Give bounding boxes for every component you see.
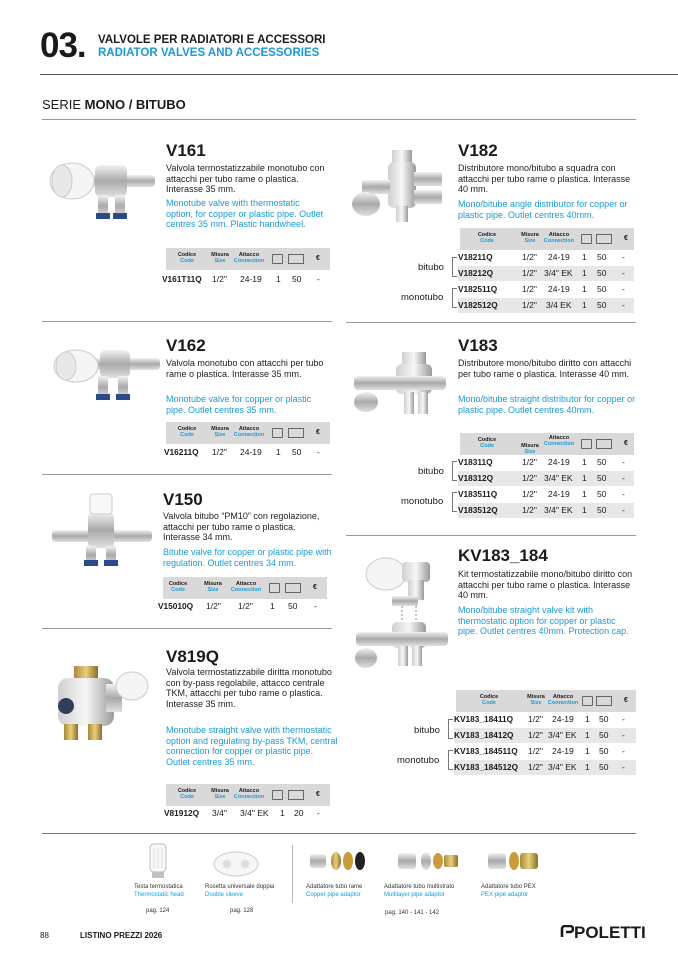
table-row: V183512Q 1/2" 3/4" EK 1 50 - bbox=[458, 503, 634, 518]
copper-pipe-adaptor-image bbox=[308, 848, 368, 874]
table-row: V182511Q 1/2" 24-19 1 50 - bbox=[458, 284, 625, 294]
table-row: V18311Q 1/2" 24-19 1 50 - bbox=[458, 457, 625, 467]
v819q-valve-image bbox=[44, 662, 149, 747]
box-icon bbox=[272, 790, 283, 800]
product-code-v150: V150 bbox=[163, 490, 203, 509]
accessory-label: Adattatore tubo multistrato Multilayer pipe adaptor bbox=[384, 884, 455, 898]
carton-icon bbox=[285, 583, 301, 593]
section-divider bbox=[42, 628, 332, 629]
chapter-title-en: RADIATOR VALVES AND ACCESSORIES bbox=[98, 47, 320, 59]
thermostatic-head-image bbox=[146, 842, 170, 880]
product-desc-it-v819q: Valvola termostatizzabile diritta monotubo con by-pass regolabile, attacco centrale TKM, attacchi per tubo rame o plastica. Interasse 35 mm. bbox=[166, 667, 332, 709]
table-row: V161T11Q 1/2" 24-19 1 50 - bbox=[162, 274, 320, 284]
accessory-separator bbox=[292, 845, 293, 903]
table-header: Codice Code Attacco Connection Misura Size € bbox=[460, 433, 634, 455]
table-row: V182512Q 1/2" 3/4 EK 1 50 - bbox=[458, 298, 634, 313]
chapter-number: 03. bbox=[40, 26, 86, 65]
double-sleeve-image bbox=[212, 848, 260, 878]
poletti-logo-icon bbox=[560, 925, 574, 939]
group-label-bitubo: bitubo bbox=[418, 466, 444, 477]
table-row: KV183_18411Q 1/2" 24-19 1 50 - bbox=[454, 714, 625, 724]
accessories-divider bbox=[42, 833, 636, 834]
group-label-monotubo: monotubo bbox=[401, 292, 444, 303]
table-header: Codice Code Misura Size Attacco Connection € bbox=[163, 577, 327, 599]
table-header: Codice Code Misura Size Attacco Connection € bbox=[460, 228, 634, 250]
product-desc-it-v162: Valvola monotubo con attacchi per tubo rame o plastica. Interasse 35 mm. bbox=[166, 358, 324, 379]
group-label-monotubo: monotubo bbox=[397, 755, 440, 766]
box-icon bbox=[581, 439, 592, 449]
section-divider bbox=[346, 535, 636, 536]
table-row: KV183_184512Q 1/2" 3/4" EK 1 50 - bbox=[454, 760, 636, 775]
table-row: V16211Q 1/2" 24-19 1 50 - bbox=[164, 447, 320, 457]
table-header: Codice Code Misura Size Attacco Connection € bbox=[456, 690, 636, 712]
product-desc-it-v182: Distributore mono/bitubo a squadra con attacchi per tubo rame o plastica. Interasse 40 mm. bbox=[458, 163, 631, 195]
page-number: 88 bbox=[40, 931, 49, 940]
table-row: KV183_184511Q 1/2" 24-19 1 50 - bbox=[454, 746, 625, 756]
product-desc-en-v182: Mono/bitube angle distributor for copper or plastic pipe. Outlet centres 40mm. bbox=[458, 199, 628, 220]
group-bracket bbox=[452, 257, 457, 277]
group-label-bitubo: bitubo bbox=[414, 725, 440, 736]
table-row: V18212Q 1/2" 3/4" EK 1 50 - bbox=[458, 266, 634, 281]
accessory-label: Adattatore tubo PEX PEX pipe adaptor bbox=[481, 884, 536, 898]
header-divider bbox=[40, 74, 678, 75]
table-header: Codice Code Misura Size Attacco Connection € bbox=[166, 248, 330, 270]
group-label-monotubo: monotubo bbox=[401, 496, 444, 507]
section-divider bbox=[346, 322, 636, 323]
carton-icon bbox=[288, 790, 304, 800]
group-label-bitubo: bitubo bbox=[418, 262, 444, 273]
v183-valve-image bbox=[350, 350, 450, 420]
product-desc-it-v150: Valvola bitubo “PM10” con regolazione, attacchi per tubo rame o plastica. Interasse 34 mm. bbox=[163, 511, 320, 543]
pex-pipe-adaptor-image bbox=[486, 845, 542, 875]
serie-divider bbox=[42, 119, 636, 120]
v161-valve-image bbox=[40, 145, 158, 225]
box-icon bbox=[269, 583, 280, 593]
accessory-page-ref: pag. 124 bbox=[146, 908, 170, 914]
carton-icon bbox=[288, 254, 304, 264]
product-code-kv183-184: KV183_184 bbox=[458, 546, 548, 565]
section-divider bbox=[42, 474, 332, 475]
brand-logo: POLETTI bbox=[560, 923, 646, 943]
multilayer-pipe-adaptor-image bbox=[396, 848, 460, 874]
product-code-v183: V183 bbox=[458, 336, 498, 355]
table-row: V81912Q 3/4" 3/4" EK 1 20 - bbox=[164, 808, 320, 818]
table-row: V18312Q 1/2" 3/4" EK 1 50 - bbox=[458, 471, 634, 486]
product-desc-en-v150: Bitube valve for copper or plastic pipe with regulation. Outlet centres 34 mm. bbox=[163, 547, 332, 568]
serie-heading: SERIE MONO / BITUBO bbox=[42, 97, 186, 112]
box-icon bbox=[582, 696, 593, 706]
carton-icon bbox=[596, 439, 612, 449]
product-desc-en-v162: Monotube valve for copper or plastic pipe. Outlet centres 35 mm. bbox=[166, 394, 312, 415]
table-header: Codice Code Misura Size Attacco Connection € bbox=[166, 422, 330, 444]
accessory-label: Adattatore tubo rame Copper pipe adaptor bbox=[306, 884, 363, 898]
table-row: V18211Q 1/2" 24-19 1 50 - bbox=[458, 252, 625, 262]
carton-icon bbox=[596, 696, 612, 706]
table-row: V183511Q 1/2" 24-19 1 50 - bbox=[458, 489, 625, 499]
group-bracket bbox=[452, 288, 457, 308]
box-icon bbox=[272, 428, 283, 438]
product-desc-en-v161: Monotube valve with thermostatic option, for copper or plastic pipe. Outlet centres 35 mm. Plastic handwheel. bbox=[166, 198, 324, 230]
carton-icon bbox=[288, 428, 304, 438]
product-desc-en-v183: Mono/bitube straight distributor for copper or plastic pipe. Outlet centres 40mm. bbox=[458, 394, 636, 415]
table-row: V15010Q 1/2" 1/2" 1 50 - bbox=[158, 601, 317, 611]
product-desc-it-v161: Valvola termostatizzabile monotubo con attacchi per tubo rame o plastica. Interasse 35 mm. bbox=[166, 163, 325, 195]
price-list-title: LISTINO PREZZI 2026 bbox=[80, 931, 163, 940]
v150-valve-image bbox=[50, 490, 155, 570]
group-bracket bbox=[452, 492, 457, 512]
product-code-v819q: V819Q bbox=[166, 647, 219, 666]
group-bracket bbox=[448, 719, 453, 739]
product-desc-en-v819q: Monotube straight valve with thermostatic option and regulating by-pass TKM, central connection for copper or plastic pipe. Outlet centres 35 mm. bbox=[166, 725, 338, 767]
table-header: Codice Code Misura Size Attacco Connection € bbox=[166, 784, 330, 806]
carton-icon bbox=[596, 234, 612, 244]
accessory-page-ref: pag. 140 - 141 - 142 bbox=[385, 910, 440, 916]
v182-valve-image bbox=[348, 148, 448, 228]
kv183-184-valve-kit-image bbox=[352, 552, 452, 682]
product-code-v161: V161 bbox=[166, 141, 206, 160]
box-icon bbox=[272, 254, 283, 264]
section-divider bbox=[42, 321, 332, 322]
product-desc-it-kv183-184: Kit termostatizzabile mono/bitubo diritto con attacchi per tubo rame o plastica. Interasse 40 mm. bbox=[458, 569, 633, 601]
chapter-title-it: VALVOLE PER RADIATORI E ACCESSORI bbox=[98, 34, 326, 46]
box-icon bbox=[581, 234, 592, 244]
product-desc-it-v183: Distributore mono/bitubo diritto con attacchi per tubo rame o plastica. Interasse 40 mm. bbox=[458, 358, 632, 379]
product-code-v162: V162 bbox=[166, 336, 206, 355]
accessory-label: Testa termostatica Thermostatic head bbox=[134, 884, 184, 898]
accessory-page-ref: pag. 128 bbox=[230, 908, 254, 914]
group-bracket bbox=[448, 750, 453, 770]
table-row: KV183_18412Q 1/2" 3/4" EK 1 50 - bbox=[454, 728, 636, 743]
product-code-v182: V182 bbox=[458, 141, 498, 160]
accessory-label: Rosetta universale doppia Double sleeve bbox=[205, 884, 275, 898]
v162-valve-image bbox=[40, 340, 160, 410]
product-desc-en-kv183-184: Mono/bitube straight valve kit with thermostatic option for copper or plastic pipe. Outlet centres 40mm. Protection cap. bbox=[458, 605, 629, 637]
group-bracket bbox=[452, 461, 457, 481]
